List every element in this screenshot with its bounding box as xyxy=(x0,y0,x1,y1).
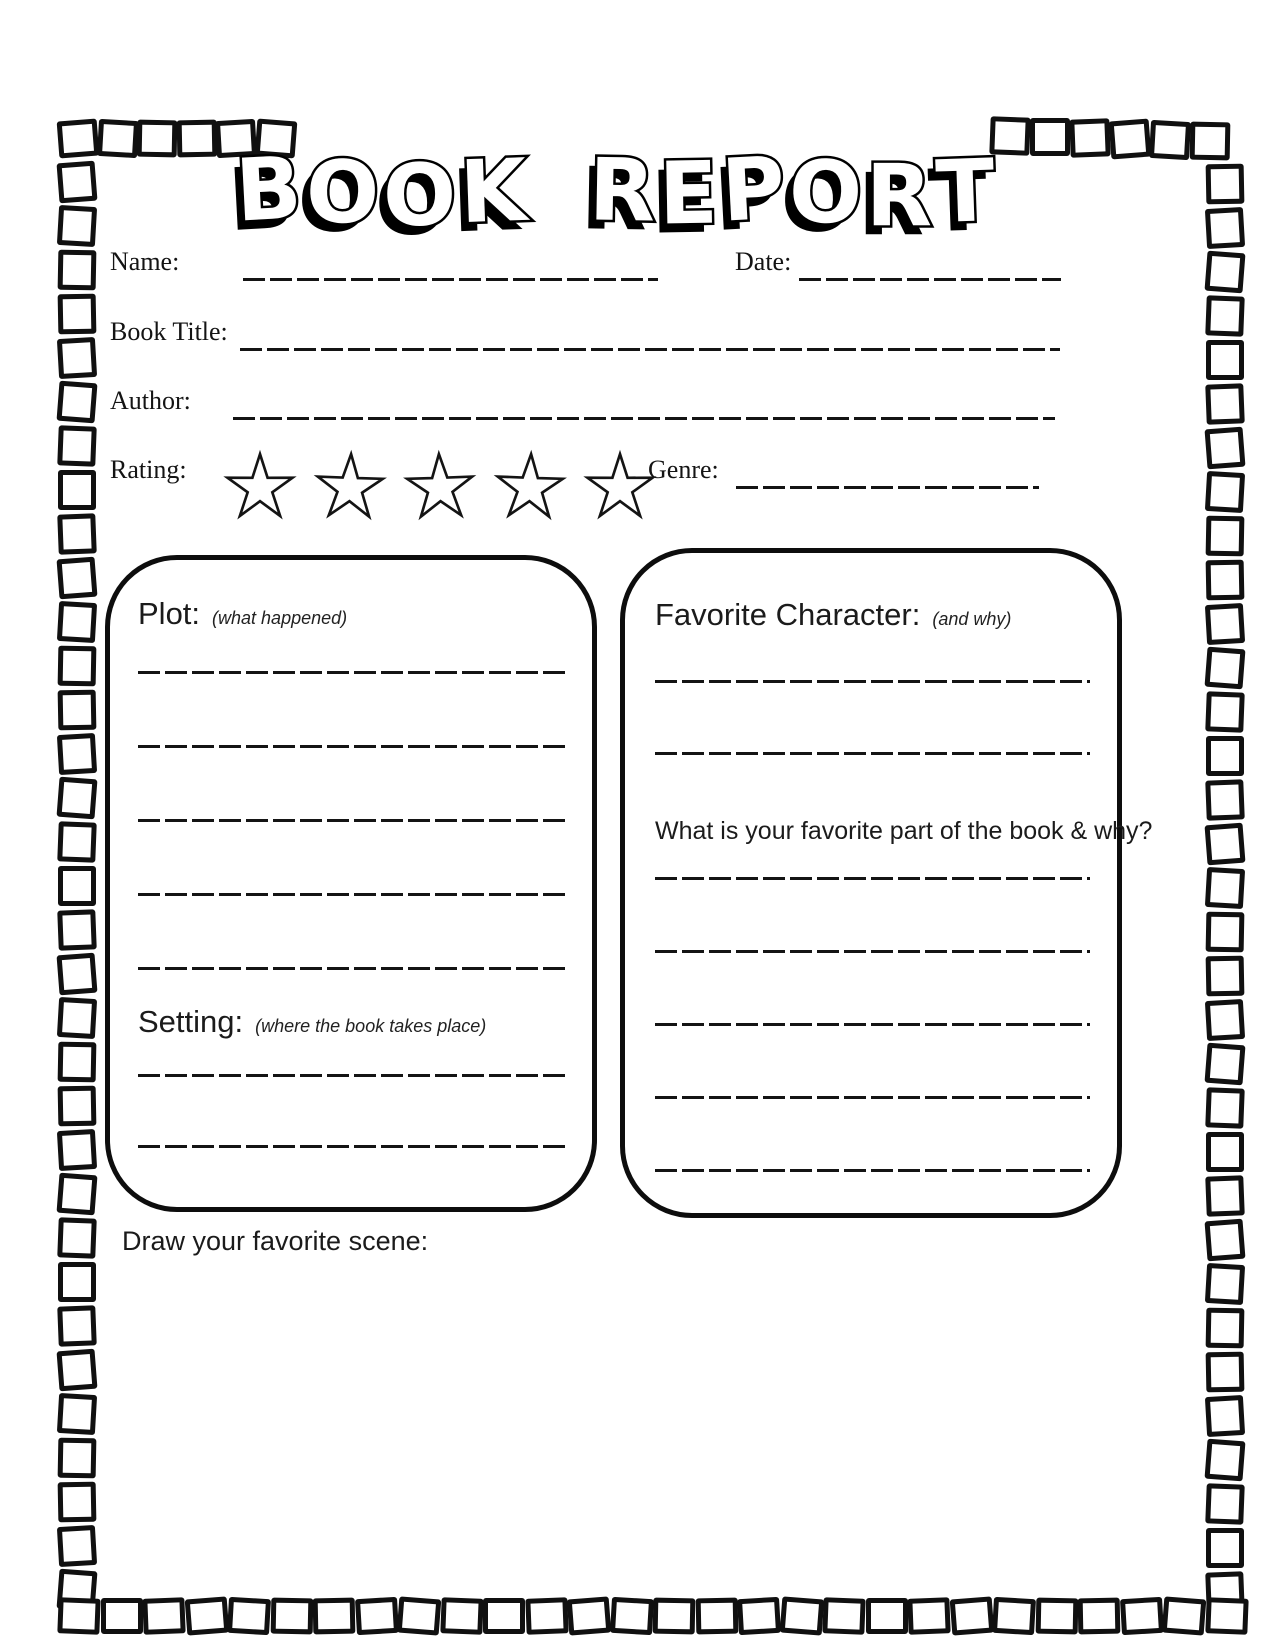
name-blank-line xyxy=(243,278,658,281)
border-square xyxy=(1205,1175,1245,1216)
border-square xyxy=(1205,471,1245,513)
date-blank-line xyxy=(799,278,1061,281)
blank-line xyxy=(655,950,1090,953)
favorite-character-lines xyxy=(655,680,1090,755)
border-square xyxy=(1205,1087,1245,1128)
border-square xyxy=(1206,1132,1244,1172)
border-square xyxy=(57,425,97,466)
title-letter: B xyxy=(233,137,305,242)
border-square xyxy=(822,1597,865,1635)
border-square xyxy=(58,470,96,510)
border-square xyxy=(779,1596,824,1635)
blank-line xyxy=(655,1169,1090,1172)
border-square xyxy=(1206,1308,1245,1349)
plot-label xyxy=(138,596,347,632)
border-square xyxy=(1206,1352,1245,1393)
blank-line xyxy=(655,877,1090,880)
star-icon xyxy=(401,447,480,526)
star-icon xyxy=(582,448,658,524)
border-square xyxy=(57,997,97,1039)
rating-label: Rating: xyxy=(110,455,187,484)
border-square xyxy=(1035,1598,1078,1635)
plot-label-text: Plot: xyxy=(138,596,201,631)
border-square xyxy=(1205,999,1245,1041)
favorite-character-box xyxy=(620,548,1153,1218)
border-square xyxy=(57,909,97,950)
border-square xyxy=(949,1596,994,1635)
title-letter: R xyxy=(865,145,933,246)
title-letter: O xyxy=(304,141,381,244)
book-title-label: Book Title: xyxy=(110,317,228,346)
plot-setting-box xyxy=(105,555,597,1212)
border-square xyxy=(1206,340,1244,380)
border-square xyxy=(397,1596,442,1635)
border-square xyxy=(1205,251,1246,294)
plot-lines xyxy=(138,671,570,970)
border-square xyxy=(58,1482,97,1523)
title-letter: E xyxy=(658,143,719,245)
border-square xyxy=(1205,1219,1246,1262)
border-square xyxy=(1205,691,1245,732)
border-square xyxy=(58,1262,96,1302)
border-square xyxy=(57,337,97,379)
blank-line xyxy=(138,1145,570,1148)
border-square xyxy=(483,1598,525,1634)
border-square xyxy=(1206,956,1245,997)
border-square xyxy=(57,953,98,996)
plot-hint: (what happened) xyxy=(212,608,348,628)
star-icon xyxy=(491,447,570,526)
border-square xyxy=(695,1598,738,1635)
favorite-character-label-text: Favorite Character: xyxy=(655,597,921,632)
border-square xyxy=(57,1129,97,1171)
border-square xyxy=(866,1598,908,1634)
border-square xyxy=(1206,1528,1244,1568)
border-square xyxy=(58,250,97,291)
title-letter: O xyxy=(786,141,864,244)
author-label: Author: xyxy=(110,386,191,415)
border-square xyxy=(1205,1483,1245,1524)
border-square xyxy=(1206,516,1245,557)
border-square xyxy=(1205,1043,1246,1086)
border-square xyxy=(1205,1395,1245,1437)
border-square xyxy=(57,821,97,862)
genre-blank-line xyxy=(736,486,1039,489)
border-square xyxy=(313,1598,356,1635)
border-square xyxy=(57,1393,97,1435)
border-square xyxy=(1205,1439,1246,1482)
favorite-part-lines xyxy=(655,877,1090,1172)
blank-line xyxy=(655,1096,1090,1099)
genre-label: Genre: xyxy=(648,455,719,484)
border-square xyxy=(270,1598,313,1635)
border-square xyxy=(1205,383,1245,424)
border-square xyxy=(1162,1596,1207,1635)
blank-line xyxy=(138,893,570,896)
setting-lines xyxy=(138,1074,570,1148)
title-letter: T xyxy=(934,140,997,243)
border-square xyxy=(57,733,97,775)
setting-hint: (where the book takes place) xyxy=(255,1016,487,1036)
border-square xyxy=(57,557,98,600)
border-square xyxy=(57,513,97,554)
favorite-part-question: What is your favorite part of the book & why? xyxy=(655,817,1153,845)
border-square xyxy=(354,1597,398,1635)
border-square xyxy=(1206,560,1245,601)
border-square xyxy=(57,1173,98,1216)
border-square xyxy=(1078,1598,1121,1635)
border-square xyxy=(142,1597,185,1635)
border-square xyxy=(58,1086,97,1127)
border-square xyxy=(1205,1597,1248,1635)
border-square xyxy=(57,1525,97,1567)
blank-line xyxy=(655,680,1090,683)
author-blank-line xyxy=(233,417,1055,420)
star-icon xyxy=(222,448,298,524)
border-square xyxy=(440,1597,483,1635)
blank-line xyxy=(138,967,570,970)
border-square xyxy=(992,1597,1036,1635)
blank-line xyxy=(138,745,570,748)
draw-scene-label: Draw your favorite scene: xyxy=(122,1226,429,1256)
border-square xyxy=(653,1598,696,1635)
border-square xyxy=(525,1597,568,1635)
border-square xyxy=(57,381,98,424)
favorite-character-label xyxy=(655,597,1011,633)
page-title xyxy=(0,137,1275,246)
border-square xyxy=(58,1042,97,1083)
name-label: Name: xyxy=(110,247,180,276)
title-letter: R xyxy=(587,140,656,242)
border-square xyxy=(58,1438,97,1479)
setting-label xyxy=(138,1004,486,1040)
border-square xyxy=(57,1349,98,1392)
border-square xyxy=(57,777,98,820)
favorite-character-hint: (and why) xyxy=(932,609,1012,629)
border-square xyxy=(1206,736,1244,776)
title-letter: P xyxy=(718,138,788,242)
border-square xyxy=(58,646,97,687)
border-square xyxy=(907,1597,950,1635)
blank-line xyxy=(655,1023,1090,1026)
blank-line xyxy=(138,1074,570,1077)
border-square xyxy=(57,1305,97,1346)
border-square xyxy=(1205,647,1246,690)
border-square xyxy=(1205,295,1245,336)
border-square xyxy=(184,1596,229,1635)
title-letter: K xyxy=(458,140,529,243)
border-square xyxy=(58,294,97,335)
border-square xyxy=(567,1596,612,1635)
blank-line xyxy=(655,752,1090,755)
blank-line xyxy=(138,819,570,822)
border-square xyxy=(57,601,97,643)
date-label: Date: xyxy=(735,247,792,276)
rating-stars xyxy=(222,448,658,524)
border-square xyxy=(1206,912,1245,953)
border-square xyxy=(1205,823,1246,866)
border-square xyxy=(737,1597,781,1635)
border-square xyxy=(1205,867,1245,909)
border-square xyxy=(1205,779,1245,820)
border-square xyxy=(58,690,97,731)
border-square xyxy=(1119,1597,1163,1635)
title-letter: O xyxy=(382,145,457,246)
border-square xyxy=(57,1597,100,1635)
border-square xyxy=(1205,603,1245,645)
book-title-blank-line xyxy=(240,348,1060,351)
setting-label-text: Setting: xyxy=(138,1004,244,1039)
border-square xyxy=(101,1598,143,1634)
border-square xyxy=(227,1597,271,1635)
star-icon xyxy=(311,447,390,526)
border-square xyxy=(1205,427,1246,470)
blank-line xyxy=(138,671,570,674)
border-square xyxy=(609,1597,653,1635)
border-square xyxy=(58,866,96,906)
border-square xyxy=(57,1217,97,1258)
border-square xyxy=(1205,1263,1245,1305)
